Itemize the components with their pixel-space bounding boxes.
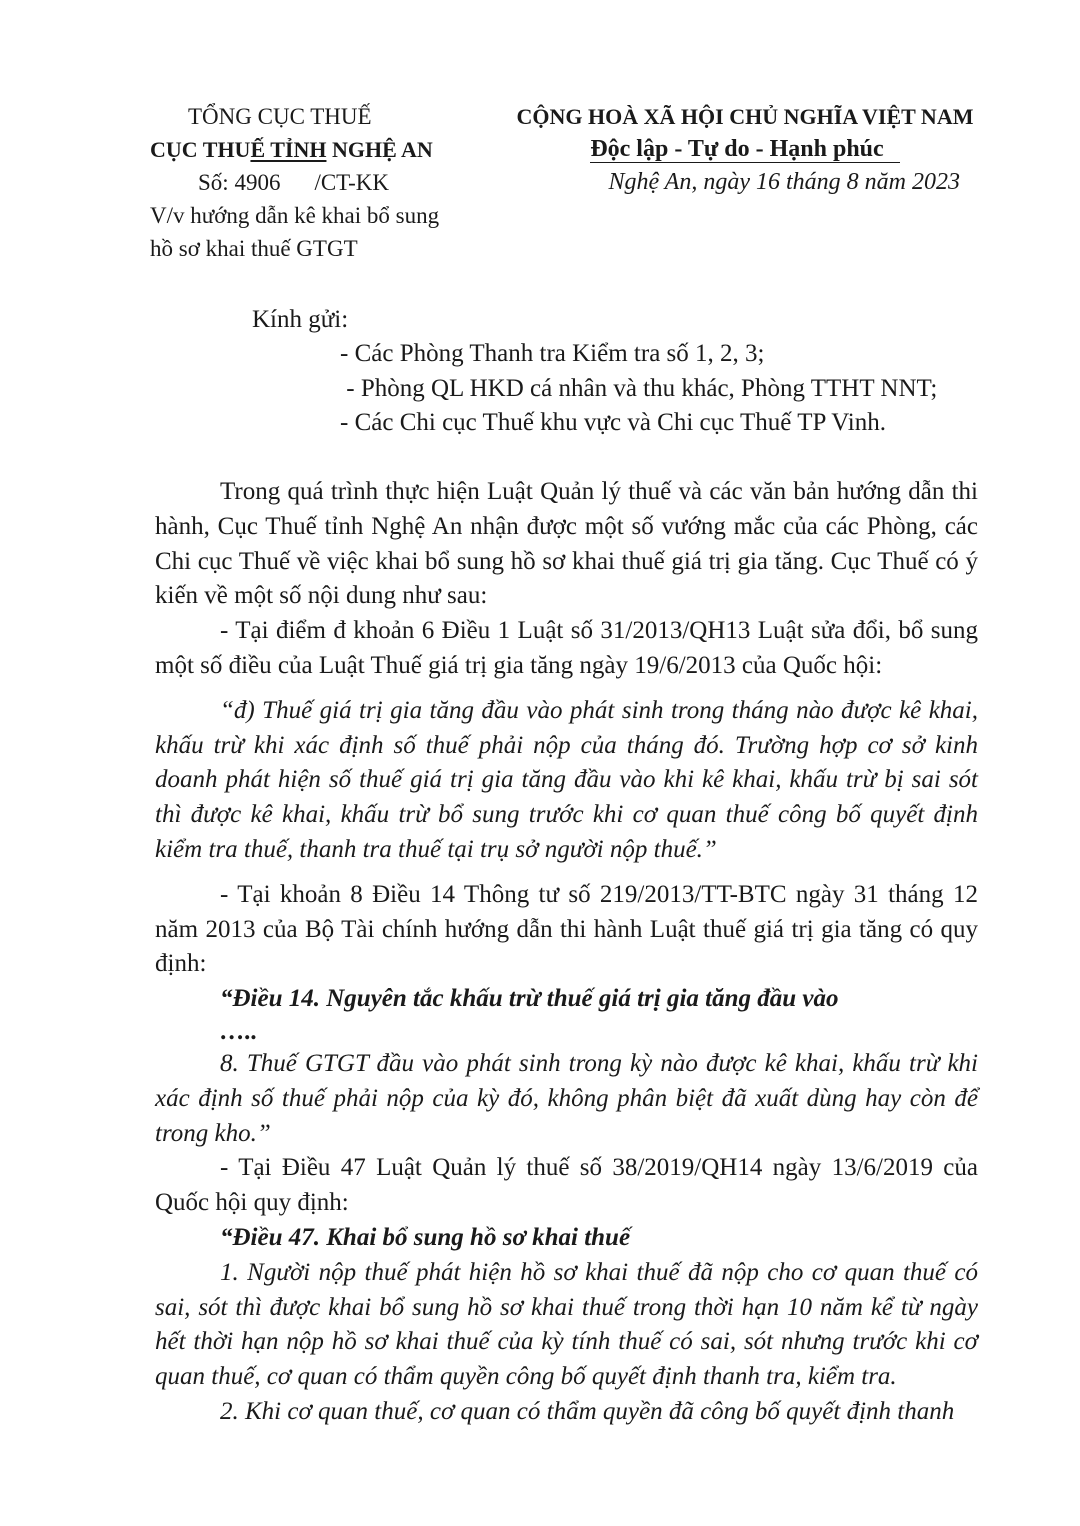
recipients-list <box>340 337 937 441</box>
recipient-item: - Các Phòng Thanh tra Kiểm tra số 1, 2, 3; <box>340 340 765 367</box>
department-suffix: NGHỆ AN <box>326 137 433 162</box>
document-number <box>150 166 480 199</box>
number-label: Số: <box>198 170 229 195</box>
number-value: 4906 <box>234 170 281 195</box>
subject-line-1: V/v hướng dẫn kê khai bổ sung <box>150 203 440 228</box>
quoted-article-heading: “Điều 47. Khai bổ sung hồ sơ khai thuế <box>220 1223 631 1251</box>
quoted-law-paragraph: “đ) Thuế giá trị gia tăng đầu vào phát sinh trong tháng nào được kê khai, khấu trừ khi xác định số thuế phải nộp của tháng đó. Trường hợp cơ sở kinh doanh phát hiện số thuế giá trị gia tăng đầu vào khi kê khai, khấu trừ bị sai sót thì được kê khai, khấu trừ bổ sung trước khi cơ quan thuế công bố quyết định kiểm tra thuế, thanh tra thuế tại trụ sở người nộp thuế.” <box>155 696 978 863</box>
quoted-clause: 1. Người nộp thuế phát hiện hồ sơ khai thuế đã nộp cho cơ quan thuế có sai, sót thì được khai bổ sung hồ sơ khai thuế trong thời hạn 10 năm kể từ ngày hết thời hạn nộp hồ sơ khai thuế của kỳ tính thuế có sai, sót nhưng trước khi cơ quan thuế, cơ quan có thẩm quyền công bố quyết định thanh tra, kiểm tra. <box>155 1258 978 1391</box>
intro-paragraph: Trong quá trình thực hiện Luật Quản lý thuế và các văn bản hướng dẫn thi hành, Cục Thuế tỉnh Nghệ An nhận được một số vướng mắc của các Phòng, các Chi cục Thuế về việc khai bổ sung hồ sơ khai thuế giá trị gia tăng. Cục Thuế có ý kiến về một số nội dung như sau: <box>155 478 978 610</box>
recipient-item: - Các Chi cục Thuế khu vực và Chi cục Thuế TP Vinh. <box>340 409 886 436</box>
issuer-block <box>150 100 480 265</box>
quoted-clause: 2. Khi cơ quan thuế, cơ quan có thẩm quyền đã công bố quyết định thanh <box>220 1397 955 1425</box>
country-name: CỘNG HOÀ XÃ HỘI CHỦ NGHĨA VIỆT NAM <box>516 104 974 129</box>
legal-reference-paragraph: - Tại khoản 8 Điều 14 Thông tư số 219/2013/TT-BTC ngày 31 tháng 12 năm 2013 của Bộ Tài chính hướng dẫn thi hành Luật thuế giá trị gia tăng có quy định: <box>155 880 978 978</box>
department-prefix: CỤC THU <box>150 137 251 162</box>
ellipsis: ….. <box>220 1017 258 1045</box>
national-motto <box>500 133 990 166</box>
recipients-label: Kính gửi: <box>252 306 349 333</box>
legal-reference-paragraph: - Tại Điều 47 Luật Quản lý thuế số 38/2019/QH14 ngày 13/6/2019 của Quốc hội quy định: <box>155 1154 978 1217</box>
quoted-clause: 8. Thuế GTGT đầu vào phát sinh trong kỳ nào được kê khai, khấu trừ khi xác định số thuế phải nộp của kỳ đó, không phân biệt đã xuất dùng hay còn để trong kho.” <box>155 1049 978 1147</box>
issuing-department <box>150 133 480 166</box>
number-suffix: /CT-KK <box>314 170 389 195</box>
motto-text: Độc lập - Tự do - Hạnh phúc <box>590 136 899 163</box>
document-body <box>155 475 978 1430</box>
parent-agency: TỔNG CỤC THUẾ <box>188 104 372 129</box>
subject-line-2: hồ sơ khai thuế GTGT <box>150 236 358 261</box>
department-underlined: Ế TỈNH <box>250 137 327 162</box>
legal-reference-paragraph: - Tại điểm đ khoản 6 Điều 1 Luật số 31/2013/QH13 Luật sửa đổi, bổ sung một số điều của Luật Thuế giá trị gia tăng ngày 19/6/2013 của Quốc hội: <box>155 617 978 679</box>
document-date: Nghệ An, ngày 16 tháng 8 năm 2023 <box>608 169 960 195</box>
national-header <box>500 100 990 199</box>
quoted-article-heading: “Điều 14. Nguyên tắc khấu trừ thuế giá trị gia tăng đầu vào <box>220 985 839 1013</box>
recipient-item: - Phòng QL HKD cá nhân và thu khác, Phòng TTHT NNT; <box>340 374 938 402</box>
